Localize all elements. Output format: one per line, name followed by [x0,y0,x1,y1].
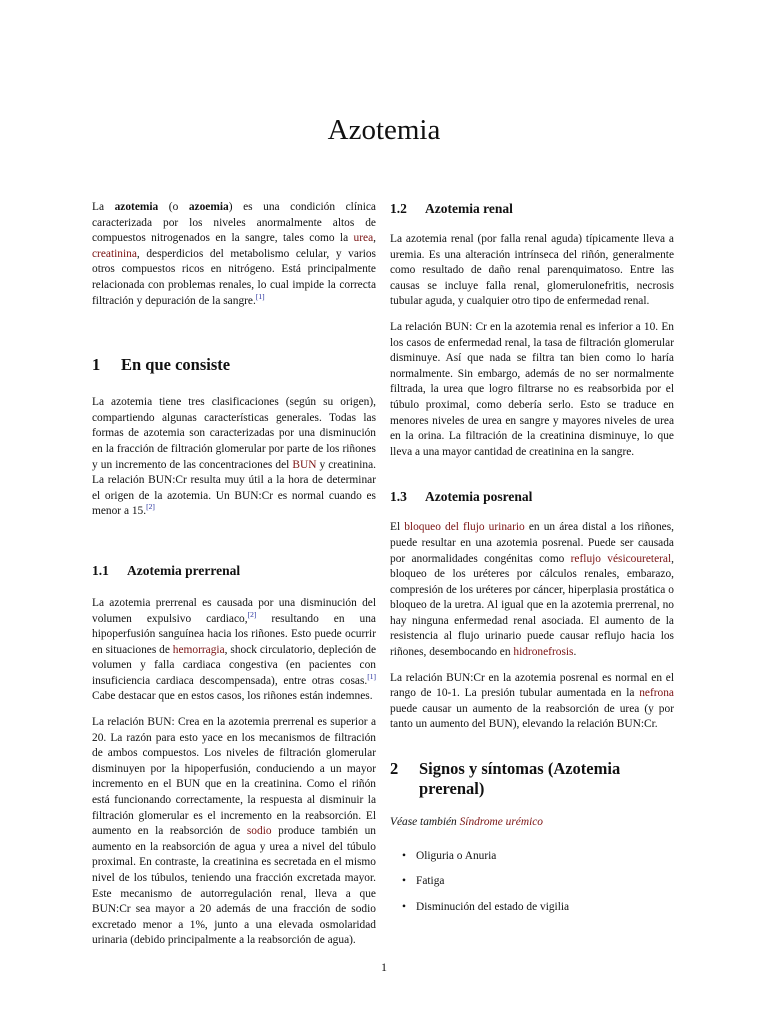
link-creatinina[interactable]: creatinina [92,247,137,260]
link-bun[interactable]: BUN [292,458,317,471]
list-item: • Oliguria o Anuria [402,849,674,865]
reference-link[interactable]: [1] [255,291,265,301]
link-urea[interactable]: urea [353,232,374,245]
section-1-3-heading: 1.3 Azotemia posrenal [390,489,533,505]
section-1-3-paragraph-1: El bloqueo del flujo urinario en un área distal a los riñones, puede resultar en una azotemia posrenal. Puede ser causada por anormalidades congénitas como reflujo vésicoureteral, bloqueo de los uréteres por cálculos renales, embarazo, compresión de los uréteres por cáncer, hiperplasia prostática o bloqueo de la uretra. Al igual que en la azotemia prerrenal, no hay ninguna enfermedad renal asociada. El aumento de la resistencia al flujo urinario puede causar reflujo hacia los riñones, desembocando en hidronefrosis. [390,521,674,659]
section-1-heading: 1 En que consiste [92,355,231,375]
page-title: Azotemia [327,114,441,146]
reference-link[interactable]: [2] [247,609,257,619]
section-2-heading: 2 Signos y síntomas (Azotemia prerenal) [390,759,621,799]
page-number: 1 [381,960,387,974]
link-nefrona[interactable]: nefrona [639,687,674,700]
reference-link[interactable]: [1] [367,672,376,682]
right-column [390,200,674,925]
reference-link[interactable]: [2] [146,502,155,512]
section-1-1-paragraph-1: La azotemia prerrenal es causada por una disminución del volumen expulsivo cardiaco,[2] resultando en una hipoperfusión sanguínea hacia los riñones. Esto puede ocurrir en situaciones de hemorragia, shock circulatorio, depleción de volumen y falla cardiaca congestiva (en pacientes con insuficiencia cardiaca descompensada), entre otras cosas.[1] Cabe destacar que en estos casos, los riñones están indemnes. [92,596,376,703]
section-1-1-paragraph-2: La relación BUN: Crea en la azotemia prerrenal es superior a 20. La razón para esto yace en los mecanismos de filtración de ambos compuestos. Los niveles de filtración glomerular disminuyen por la hipoperfusión, conduciendo a un mayor incremento en el BUN que en la creatinina. Como el riñón está funcionando correctamente, la respuesta al disminuir la filtración glomerular es el incremento en la reabsorción. El aumento en la reabsorción de sodio produce también un aumento en la reabsorción de agua y urea a nivel del túbulo proximal. En contraste, la creatinina es secretada en el mismo nivel de los túbulos, teniendo una fracción excretada mayor. Este mecanismo de autorregulación renal, lleva a que BUN:Cr sea mayor a 20 además de una fracción de sodio excretado menor a 1%, junto a una elevada osmolaridad urinaria (debido principalmente a la reabsorción de agua). [92,716,377,947]
link-hemorragia[interactable]: hemorragia [172,643,225,656]
section-1-2-paragraph-1: La azotemia renal (por falla renal aguda) típicamente lleva a uremia. Es una alteración intrínseca del riñón, generalmente como resultado de daño renal parenquimatoso. Entre las causas se incluye falla renal, glomerulonefritis, necrosis tubular aguda, y cualquier otro tipo de enfermedad renal. [390,233,674,308]
link-sodio[interactable]: sodio [246,825,272,838]
section-1-2-paragraph-2: La relación BUN: Cr en la azotemia renal es inferior a 10. En los casos de enfermedad renal, la tasa de filtración glomerular disminuye. Así que nada se filtra tan bien como lo haría normalmente. Sin embargo, además de no ser normalmente filtrada, la urea que logro filtrarse no es reabsorbida por el túbulo proximal, como debería serlo. Esto se traduce en menores niveles de urea en sangre y mayores niveles de urea en la orina. La filtración de la creatinina disminuye, lo que lleva a una mayor cantidad de creatinina en la sangre. [390,320,674,458]
left-column [92,200,376,959]
link-sindrome-uremico[interactable]: Síndrome urémico [459,816,544,829]
list-item: • Fatiga [402,874,674,890]
list-item: • Disminución del estado de vigilia [402,900,674,916]
see-also-note: Véase también Síndrome urémico [390,816,544,829]
link-bloqueo-flujo-urinario[interactable]: bloqueo del flujo urinario [404,521,525,534]
section-1-paragraph: La azotemia tiene tres clasificaciones (según su origen), compartiendo algunas características generales. Todas las formas de azotemia son caracterizadas por una disminución en la fracción de filtración glomerular por parte de los riñones y un incremento de las concentraciones del BUN y creatinina. La relación BUN:Cr resulta muy útil a la hora de determinar el origen de la azotemia. Un BUN:Cr es normal cuando es menor a 15.[2] [92,396,377,518]
section-1-2-heading: 1.2 Azotemia renal [390,201,513,216]
link-hidronefrosis[interactable]: hidronefrosis [513,646,574,659]
symptoms-list [390,849,674,916]
section-1-1-heading: 1.1 Azotemia prerrenal [92,562,241,578]
section-1-3-paragraph-2: La relación BUN:Cr en la azotemia posrenal es normal en el rango de 10-1. La presión tubular aumentada en la nefrona puede causar un aumento de la reabsorción de urea (y por tanto un aumento del BUN), elevando la relación BUN:Cr. [390,671,674,731]
intro-paragraph: La azotemia (o azoemia) es una condición clínica caracterizada por los niveles anormalmente altos de compuestos nitrogenados en la sangre, tales como la urea, creatinina, desperdicios del metabolismo celular, y varios otros compuestos ricos en nitrógeno. Está principalmente relacionada con problemas renales, lo cual impide la correcta filtración y depuración de la sangre.[1] [92,201,376,307]
link-reflujo-vesicoureteral[interactable]: reflujo vésicoureteral [570,552,672,565]
